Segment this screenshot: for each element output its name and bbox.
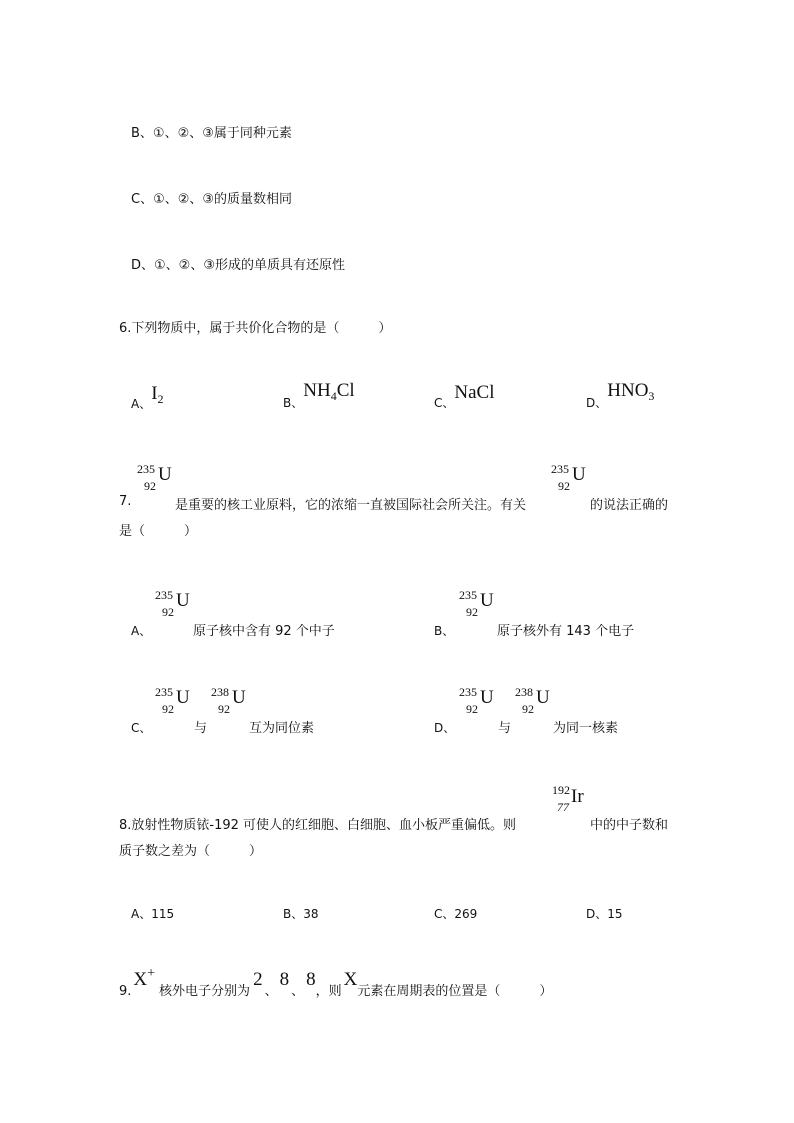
- q6-option-a-formula: I: [151, 383, 158, 404]
- nuclide-mass-number: 235: [459, 685, 477, 699]
- nuclide-atomic-number: 77: [557, 800, 569, 814]
- q7-option-d-connector: 与: [498, 721, 512, 736]
- nuclide-mass-number: 238: [515, 685, 533, 699]
- q5-option-c: C、①、②、③的质量数相同: [131, 192, 293, 207]
- q7-option-b-text: 原子核外有 143 个电子: [497, 624, 635, 639]
- nuclide-atomic-number: 92: [162, 702, 174, 716]
- q9-text-3: 元素在周期表的位置是（ ）: [357, 984, 553, 999]
- q6-option-c: [434, 382, 495, 410]
- q6-option-b-subscript: 4: [330, 389, 337, 403]
- q9-ion-symbol: X: [133, 969, 148, 990]
- q9-ion-charge: +: [147, 966, 156, 981]
- nuclide-symbol: U: [176, 687, 190, 708]
- q9-number: 9.: [119, 984, 132, 999]
- q7-option-d-text: 为同一核素: [553, 721, 619, 736]
- nuclide-symbol: Ir: [571, 786, 584, 807]
- q6-option-b-formula-2: Cl: [336, 380, 355, 401]
- q9-shell-2: 8: [279, 969, 290, 990]
- q9-text-1: 核外电子分别为: [159, 984, 251, 999]
- nuclide-mass-number: 235: [155, 685, 173, 699]
- q9-text-2: ，则: [315, 984, 342, 999]
- q7-option-a-letter: A、: [131, 624, 152, 638]
- q8-option-c: C、269: [434, 907, 478, 921]
- q6-option-c-formula: NaCl: [454, 382, 495, 403]
- q6-option-b-letter: B、: [283, 396, 304, 410]
- nuclide-symbol: U: [176, 590, 190, 611]
- nuclide-atomic-number: 92: [466, 605, 478, 619]
- nuclide-mass-number: 192: [552, 783, 570, 797]
- q7-stem-mid: 是重要的核工业原料，它的浓缩一直被国际社会所关注。有关: [175, 498, 527, 513]
- q7-option-c-letter: C、: [131, 721, 152, 735]
- q6-option-d-letter: D、: [586, 396, 608, 410]
- q6-option-d: [586, 380, 655, 410]
- q9-separator-1: 、: [264, 984, 278, 999]
- q7-option-c-text: 互为同位素: [249, 721, 315, 736]
- nuclide-mass-number: 235: [459, 588, 477, 602]
- q9-shell-1: 2: [253, 969, 263, 990]
- q7-stem-line2: 是（ ）: [119, 524, 198, 539]
- nuclide-atomic-number: 92: [218, 702, 230, 716]
- nuclide-symbol: U: [480, 687, 494, 708]
- q7-option-b-letter: B、: [434, 624, 455, 638]
- nuclide-symbol: U: [232, 687, 246, 708]
- q6-option-b-formula-1: NH: [303, 380, 331, 401]
- nuclide-mass-number: 235: [137, 462, 155, 476]
- nuclide-symbol: U: [536, 687, 550, 708]
- q6-option-b: [283, 380, 355, 410]
- q6-option-a-letter: A、: [131, 397, 152, 411]
- nuclide-atomic-number: 92: [558, 479, 570, 493]
- q5-option-b: B、①、②、③属于同种元素: [131, 126, 292, 141]
- q8-option-b: B、38: [283, 907, 319, 921]
- q7-number: 7.: [119, 494, 132, 509]
- q8-stem-line2: 质子数之差为（ ）: [119, 844, 263, 859]
- nuclide-mass-number: 235: [551, 462, 569, 476]
- q6-option-d-subscript: 3: [648, 389, 655, 403]
- q7-stem-end: 的说法正确的: [590, 498, 669, 513]
- q6-option-c-letter: C、: [434, 396, 455, 410]
- nuclide-atomic-number: 92: [522, 702, 534, 716]
- nuclide-symbol: U: [572, 464, 586, 485]
- q9-stem: [119, 966, 553, 999]
- q5-option-d: D、①、②、③形成的单质具有还原性: [131, 258, 345, 273]
- nuclide-symbol: U: [480, 590, 494, 611]
- q8-option-d: D、15: [586, 907, 623, 921]
- q8-stem-end: 中的中子数和: [590, 818, 669, 833]
- nuclide-atomic-number: 92: [162, 605, 174, 619]
- q8-stem: 8.放射性物质铱-192 可使人的红细胞、白细胞、血小板严重偏低。则: [119, 818, 517, 833]
- q6-stem: 6.下列物质中，属于共价化合物的是（ ）: [119, 321, 392, 336]
- q8-option-a: A、115: [131, 907, 175, 921]
- q9-separator-2: 、: [291, 984, 305, 999]
- nuclide-mass-number: 238: [211, 685, 229, 699]
- q6-option-a-subscript: 2: [157, 392, 164, 406]
- q7-option-a-text: 原子核中含有 92 个中子: [193, 624, 335, 639]
- nuclide-atomic-number: 92: [466, 702, 478, 716]
- q6-option-a: [131, 383, 164, 411]
- q7-option-d-letter: D、: [434, 721, 456, 735]
- nuclide-symbol: U: [158, 464, 172, 485]
- q7-option-c-connector: 与: [194, 721, 208, 736]
- q6-option-d-formula: HNO: [607, 380, 649, 401]
- q9-element-symbol: X: [343, 969, 358, 990]
- nuclide-atomic-number: 92: [144, 479, 156, 493]
- q9-shell-3: 8: [306, 969, 316, 990]
- nuclide-mass-number: 235: [155, 588, 173, 602]
